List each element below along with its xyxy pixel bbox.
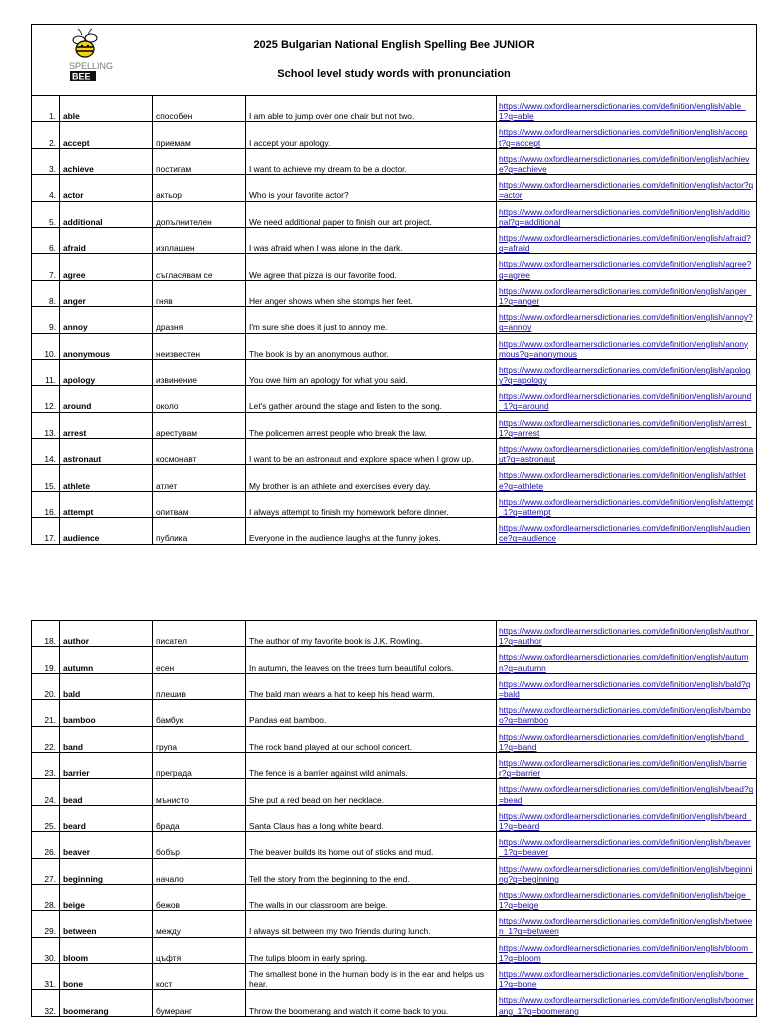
translation-cell: между (153, 911, 246, 937)
word-cell: beginning (60, 858, 153, 884)
translation-cell: бежов (153, 884, 246, 910)
word-cell: beard (60, 805, 153, 831)
dictionary-link-cell (497, 359, 757, 385)
row-number: 8. (32, 280, 60, 306)
word-row (32, 333, 757, 359)
dictionary-link[interactable]: https://www.oxfordlearnersdictionaries.com/definition/english/agree?q=agree (499, 259, 752, 280)
word-cell: bead (60, 779, 153, 805)
translation-cell: атлет (153, 465, 246, 491)
row-number: 13. (32, 412, 60, 438)
example-sentence-cell: The beaver builds its home out of sticks and mud. (246, 832, 497, 858)
row-number: 22. (32, 726, 60, 752)
dictionary-link[interactable]: https://www.oxfordlearnersdictionaries.com/definition/english/arrest_1?q=arrest (499, 417, 752, 438)
dictionary-link-cell (497, 280, 757, 306)
dictionary-link-cell (497, 122, 757, 148)
word-cell: able (60, 96, 153, 122)
word-cell: astronaut (60, 439, 153, 465)
word-cell: autumn (60, 647, 153, 673)
word-cell: arrest (60, 412, 153, 438)
row-number: 25. (32, 805, 60, 831)
word-cell: actor (60, 175, 153, 201)
row-number: 3. (32, 148, 60, 174)
row-number: 11. (32, 359, 60, 385)
dictionary-link-cell (497, 937, 757, 963)
word-row (32, 254, 757, 280)
dictionary-link[interactable]: https://www.oxfordlearnersdictionaries.com/definition/english/beige_1?q=beige (499, 889, 751, 911)
dictionary-link-cell (497, 386, 757, 412)
row-number: 21. (32, 700, 60, 726)
row-number: 5. (32, 201, 60, 227)
word-cell: athlete (60, 465, 153, 491)
example-sentence-cell: The author of my favorite book is J.K. Rowling. (246, 621, 497, 647)
word-row (32, 307, 757, 333)
example-sentence-cell: We agree that pizza is our favorite food. (246, 254, 497, 280)
dictionary-link[interactable]: https://www.oxfordlearnersdictionaries.com/definition/english/actor?q=actor (499, 180, 754, 201)
dictionary-link-cell (497, 752, 757, 778)
word-row (32, 122, 757, 148)
translation-cell: мънисто (153, 779, 246, 805)
translation-cell: бобър (153, 832, 246, 858)
row-number: 4. (32, 175, 60, 201)
dictionary-link[interactable]: https://www.oxfordlearnersdictionaries.com/definition/english/afraid?q=afraid (499, 232, 751, 254)
dictionary-link[interactable]: https://www.oxfordlearnersdictionaries.com/definition/english/achieve?q=achieve (499, 153, 750, 174)
dictionary-link-cell (497, 201, 757, 227)
word-cell: bone (60, 964, 153, 990)
row-number: 1. (32, 96, 60, 122)
dictionary-link[interactable]: https://www.oxfordlearnersdictionaries.com/definition/english/beaver_1?q=beaver (499, 837, 751, 858)
translation-cell: есен (153, 647, 246, 673)
word-row (32, 621, 757, 647)
word-row (32, 805, 757, 831)
word-cell: afraid (60, 227, 153, 253)
example-sentence-cell: I'm sure she does it just to annoy me. (246, 307, 497, 333)
example-sentence-cell: The fence is a barrier against wild animals. (246, 752, 497, 778)
example-sentence-cell: The tulips bloom in early spring. (246, 937, 497, 963)
word-row (32, 96, 757, 122)
translation-cell: арестувам (153, 412, 246, 438)
example-sentence-cell: Her anger shows when she stomps her feet. (246, 280, 497, 306)
translation-cell: допълнителен (153, 201, 246, 227)
dictionary-link[interactable]: https://www.oxfordlearnersdictionaries.com/definition/english/bead?q=bead (499, 784, 754, 805)
word-cell: author (60, 621, 153, 647)
dictionary-link[interactable]: https://www.oxfordlearnersdictionaries.com/definition/english/additional?q=additional (499, 206, 750, 227)
word-cell: additional (60, 201, 153, 227)
word-row (32, 647, 757, 673)
word-cell: apology (60, 359, 153, 385)
example-sentence-cell: Throw the boomerang and watch it come back to you. (246, 990, 497, 1016)
row-number: 17. (32, 518, 60, 544)
row-number: 7. (32, 254, 60, 280)
example-sentence-cell: Everyone in the audience laughs at the funny jokes. (246, 518, 497, 544)
row-number: 10. (32, 333, 60, 359)
word-cell: anger (60, 280, 153, 306)
translation-cell: гняв (153, 280, 246, 306)
translation-cell: извинение (153, 359, 246, 385)
translation-cell: плешив (153, 673, 246, 699)
example-sentence-cell: We need additional paper to finish our art project. (246, 201, 497, 227)
word-cell: anonymous (60, 333, 153, 359)
translation-cell: брада (153, 805, 246, 831)
dictionary-link[interactable]: https://www.oxfordlearnersdictionaries.com/definition/english/anonymous?q=anonymous (499, 338, 749, 359)
dictionary-link-cell (497, 964, 757, 990)
dictionary-link[interactable]: https://www.oxfordlearnersdictionaries.com/definition/english/astronaut?q=astronaut (499, 444, 754, 465)
example-sentence-cell: I always attempt to finish my homework before dinner. (246, 491, 497, 517)
dictionary-link[interactable]: https://www.oxfordlearnersdictionaries.com/definition/english/around_1?q=around (499, 391, 752, 412)
dictionary-link-cell (497, 700, 757, 726)
translation-cell: дразня (153, 307, 246, 333)
word-row (32, 779, 757, 805)
word-cell: achieve (60, 148, 153, 174)
dictionary-link-cell (497, 175, 757, 201)
row-number: 31. (32, 964, 60, 990)
example-sentence-cell: Tell the story from the beginning to the end. (246, 858, 497, 884)
word-row (32, 858, 757, 884)
row-number: 9. (32, 307, 60, 333)
row-number: 16. (32, 491, 60, 517)
row-number: 28. (32, 884, 60, 910)
dictionary-link-cell (497, 990, 757, 1016)
example-sentence-cell: Who is your favorite actor? (246, 175, 497, 201)
translation-cell: цъфтя (153, 937, 246, 963)
dictionary-link-cell (497, 227, 757, 253)
word-row (32, 726, 757, 752)
word-cell: band (60, 726, 153, 752)
example-sentence-cell: The bald man wears a hat to keep his head warm. (246, 673, 497, 699)
example-sentence-cell: I always sit between my two friends during lunch. (246, 911, 497, 937)
dictionary-link-cell (497, 726, 757, 752)
translation-cell: опитвам (153, 491, 246, 517)
row-number: 27. (32, 858, 60, 884)
word-row (32, 518, 757, 544)
word-row (32, 491, 757, 517)
row-number: 29. (32, 911, 60, 937)
dictionary-link[interactable]: https://www.oxfordlearnersdictionaries.com/definition/english/able_1?q=able (499, 100, 746, 122)
word-row (32, 832, 757, 858)
translation-cell: приемам (153, 122, 246, 148)
word-cell: bald (60, 673, 153, 699)
word-cell: between (60, 911, 153, 937)
dictionary-link-cell (497, 254, 757, 280)
translation-cell: неизвестен (153, 333, 246, 359)
example-sentence-cell: I accept your apology. (246, 122, 497, 148)
example-sentence-cell: I was afraid when I was alone in the dark. (246, 227, 497, 253)
word-row (32, 201, 757, 227)
word-cell: beaver (60, 832, 153, 858)
word-row (32, 911, 757, 937)
translation-cell: способен (153, 96, 246, 122)
word-cell: beige (60, 884, 153, 910)
example-sentence-cell: In autumn, the leaves on the trees turn beautiful colors. (246, 647, 497, 673)
example-sentence-cell: I want to be an astronaut and explore space when I grow up. (246, 439, 497, 465)
document-subtitle: School level study words with pronunciation (277, 68, 511, 80)
translation-cell: актьор (153, 175, 246, 201)
row-number: 19. (32, 647, 60, 673)
dictionary-link-cell (497, 858, 757, 884)
dictionary-link[interactable]: https://www.oxfordlearnersdictionaries.com/definition/english/barrier?q=barrier (499, 757, 747, 779)
dictionary-link-cell (497, 491, 757, 517)
dictionary-link-cell (497, 465, 757, 491)
example-sentence-cell: The smallest bone in the human body is in the ear and helps us hear. (246, 964, 497, 990)
word-row (32, 280, 757, 306)
dictionary-link-cell (497, 307, 757, 333)
example-sentence-cell: The rock band played at our school concert. (246, 726, 497, 752)
word-table-part-1 (31, 24, 757, 545)
dictionary-link-cell (497, 647, 757, 673)
row-number: 26. (32, 832, 60, 858)
row-number: 18. (32, 621, 60, 647)
row-number: 15. (32, 465, 60, 491)
row-number: 24. (32, 779, 60, 805)
dictionary-link[interactable]: https://www.oxfordlearnersdictionaries.com/definition/english/between_1?q=between (499, 916, 753, 937)
translation-cell: група (153, 726, 246, 752)
svg-text:SPELLING: SPELLING (69, 61, 114, 71)
dictionary-link-cell (497, 518, 757, 544)
dictionary-link-cell (497, 805, 757, 831)
dictionary-link[interactable]: https://www.oxfordlearnersdictionaries.com/definition/english/annoy?q=annoy (499, 312, 753, 333)
dictionary-link-cell (497, 779, 757, 805)
dictionary-link[interactable]: https://www.oxfordlearnersdictionaries.com/definition/english/beginning?q=beginning (499, 863, 753, 884)
word-cell: annoy (60, 307, 153, 333)
dictionary-link-cell (497, 412, 757, 438)
word-row (32, 964, 757, 990)
document-header (32, 25, 757, 96)
word-row (32, 175, 757, 201)
dictionary-link[interactable]: https://www.oxfordlearnersdictionaries.com/definition/english/band_1?q=band (499, 731, 749, 752)
word-row (32, 990, 757, 1016)
dictionary-link[interactable]: https://www.oxfordlearnersdictionaries.com/definition/english/boomerang_1?q=boomerang (499, 995, 754, 1016)
example-sentence-cell: I am able to jump over one chair but not two. (246, 96, 497, 122)
word-cell: bloom (60, 937, 153, 963)
translation-cell: около (153, 386, 246, 412)
example-sentence-cell: I want to achieve my dream to be a doctor. (246, 148, 497, 174)
example-sentence-cell: Santa Claus has a long white beard. (246, 805, 497, 831)
word-row (32, 700, 757, 726)
translation-cell: писател (153, 621, 246, 647)
translation-cell: съгласявам се (153, 254, 246, 280)
dictionary-link[interactable]: https://www.oxfordlearnersdictionaries.com/definition/english/bone_1?q=bone (499, 969, 749, 990)
dictionary-link[interactable]: https://www.oxfordlearnersdictionaries.com/definition/english/anger_1?q=anger (499, 285, 752, 306)
word-cell: barrier (60, 752, 153, 778)
dictionary-link-cell (497, 96, 757, 122)
example-sentence-cell: The policemen arrest people who break the law. (246, 412, 497, 438)
word-row (32, 148, 757, 174)
row-number: 2. (32, 122, 60, 148)
dictionary-link[interactable]: https://www.oxfordlearnersdictionaries.com/definition/english/audience?q=audience (499, 523, 751, 544)
translation-cell: начало (153, 858, 246, 884)
word-cell: accept (60, 122, 153, 148)
dictionary-link-cell (497, 439, 757, 465)
dictionary-link[interactable]: https://www.oxfordlearnersdictionaries.com/definition/english/bloom_1?q=bloom (499, 942, 753, 963)
word-cell: attempt (60, 491, 153, 517)
dictionary-link[interactable]: https://www.oxfordlearnersdictionaries.com/definition/english/autumn?q=autumn (499, 652, 749, 673)
word-row (32, 439, 757, 465)
dictionary-link[interactable]: https://www.oxfordlearnersdictionaries.com/definition/english/accept?q=accept (499, 127, 748, 148)
row-number: 23. (32, 752, 60, 778)
dictionary-link[interactable]: https://www.oxfordlearnersdictionaries.com/definition/english/author_1?q=author (499, 625, 754, 647)
dictionary-link-cell (497, 673, 757, 699)
dictionary-link[interactable]: https://www.oxfordlearnersdictionaries.com/definition/english/apology?q=apology (499, 364, 751, 386)
document-title: 2025 Bulgarian National English Spelling Bee JUNIOR (253, 39, 535, 51)
translation-cell: публика (153, 518, 246, 544)
translation-cell: постигам (153, 148, 246, 174)
row-number: 14. (32, 439, 60, 465)
word-cell: boomerang (60, 990, 153, 1016)
dictionary-link-cell (497, 148, 757, 174)
translation-cell: бумеранг (153, 990, 246, 1016)
translation-cell: бамбук (153, 700, 246, 726)
dictionary-link-cell (497, 884, 757, 910)
dictionary-link-cell (497, 621, 757, 647)
example-sentence-cell: Pandas eat bamboo. (246, 700, 497, 726)
word-table-part-2 (31, 620, 757, 1017)
svg-text:BEE: BEE (72, 71, 91, 82)
row-number: 6. (32, 227, 60, 253)
example-sentence-cell: My brother is an athlete and exercises every day. (246, 465, 497, 491)
word-cell: bamboo (60, 700, 153, 726)
word-cell: around (60, 386, 153, 412)
word-row (32, 884, 757, 910)
dictionary-link-cell (497, 832, 757, 858)
example-sentence-cell: She put a red bead on her necklace. (246, 779, 497, 805)
row-number: 12. (32, 386, 60, 412)
translation-cell: преграда (153, 752, 246, 778)
translation-cell: космонавт (153, 439, 246, 465)
word-row (32, 937, 757, 963)
dictionary-link[interactable]: https://www.oxfordlearnersdictionaries.com/definition/english/bamboo?q=bamboo (499, 705, 751, 726)
dictionary-link[interactable]: https://www.oxfordlearnersdictionaries.com/definition/english/athlete?q=athlete (499, 470, 746, 491)
word-row (32, 359, 757, 385)
word-row (32, 465, 757, 491)
dictionary-link[interactable]: https://www.oxfordlearnersdictionaries.com/definition/english/attempt_1?q=attempt (499, 496, 754, 518)
dictionary-link-cell (497, 911, 757, 937)
word-cell: audience (60, 518, 153, 544)
dictionary-link[interactable]: https://www.oxfordlearnersdictionaries.com/definition/english/beard_1?q=beard (499, 810, 752, 831)
example-sentence-cell: Let's gather around the stage and listen to the song. (246, 386, 497, 412)
word-cell: agree (60, 254, 153, 280)
dictionary-link-cell (497, 333, 757, 359)
word-row (32, 752, 757, 778)
row-number: 32. (32, 990, 60, 1016)
translation-cell: изплашен (153, 227, 246, 253)
word-row (32, 386, 757, 412)
word-row (32, 227, 757, 253)
row-number: 20. (32, 673, 60, 699)
example-sentence-cell: You owe him an apology for what you said. (246, 359, 497, 385)
translation-cell: кост (153, 964, 246, 990)
example-sentence-cell: The book is by an anonymous author. (246, 333, 497, 359)
word-row (32, 412, 757, 438)
dictionary-link[interactable]: https://www.oxfordlearnersdictionaries.com/definition/english/bald?q=bald (499, 678, 751, 699)
row-number: 30. (32, 937, 60, 963)
word-row (32, 673, 757, 699)
example-sentence-cell: The walls in our classroom are beige. (246, 884, 497, 910)
